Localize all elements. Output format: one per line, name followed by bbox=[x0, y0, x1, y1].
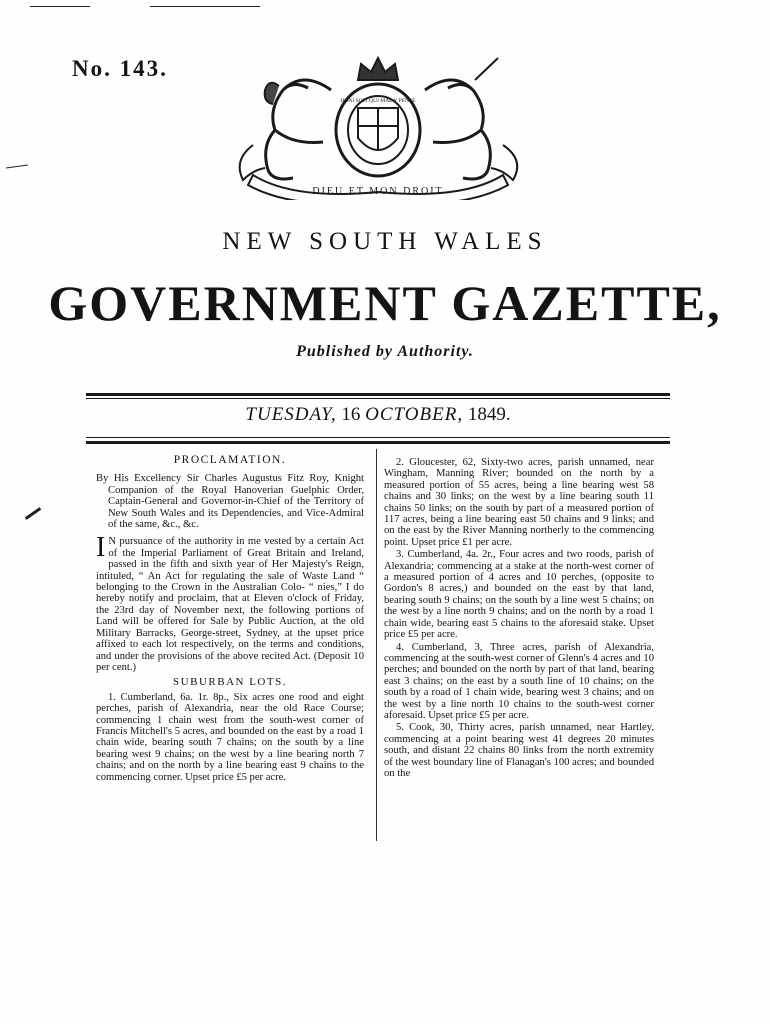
proclamation-heading: PROCLAMATION. bbox=[173, 454, 287, 466]
suburban-lots-heading: SUBURBAN LOTS. bbox=[173, 676, 287, 689]
gazette-title: GOVERNMENT GAZETTE, bbox=[48, 275, 722, 331]
lot-3: 3. Cumberland, 4a. 2r., Four acres and two roods, parish of Alexandria; commencing at a stake at the north-west corner of a measured portion of 4 acres and 10 perches, (opposite to Gordon's 8 acres,) and bounded on the east by that land, bearing south 9 chains; on the south by a line west 5 chains; on the west by a line north 9 chains; and on the north by a road 1 chain wide, bearing east 5 chains to the aforesaid stake. Upset price £5 per acre. bbox=[384, 549, 654, 641]
motto-text: DIEU ET MON DROIT bbox=[312, 186, 444, 197]
lot-2: 2. Gloucester, 62, Sixty-two acres, parish unnamed, near Wingham, Manning River; bounded on the north by a measured portion of 55 acres, being a line bearing west 58 chains and 30 links; on the west by a line bearing south 11 chains 50 links; on the south by part of a measured portion of 117 acres, being a line bearing east 50 chains and 9 links; and on the east by the River Manning northerly to the commencing point. Upset price £1 per acre. bbox=[384, 457, 654, 548]
date-daynum: 16 bbox=[341, 404, 361, 425]
date-weekday: TUESDAY, bbox=[245, 404, 337, 425]
column-left bbox=[96, 455, 364, 784]
scan-mark-left bbox=[6, 164, 28, 168]
column-divider bbox=[376, 449, 377, 841]
authority-line: Published by Authority. bbox=[296, 343, 474, 360]
date-month: OCTOBER, bbox=[365, 404, 464, 425]
scan-mark-quill bbox=[25, 507, 41, 520]
lot-5: 5. Cook, 30, Thirty acres, parish unnamed, near Hartley, commencing at a point bearing west 41 degrees 20 minutes south, and distant 22 chains 80 links from the north extremity of the west boundary line of Flanagan's 100 acres; and bounded on the bbox=[384, 722, 654, 779]
garter-text: HONI SOIT QUI MAL Y PENSE bbox=[340, 98, 416, 104]
proclamation-body bbox=[96, 532, 364, 673]
royal-coat-of-arms bbox=[213, 50, 543, 200]
scan-mark-top bbox=[30, 6, 90, 7]
scan-mark-top-2 bbox=[150, 6, 260, 7]
lot-1: 1. Cumberland, 6a. 1r. 8p., Six acres one rood and eight perches, parish of Alexandria, near the old Race Course; commencing 1 chain west from the south-west corner of Francis Mitchell's 5 acres, and bounded on the east by a road 1 chain wide, bearing south 7 chains; on the south by a line bearing west 9 chains; on the west by a line bearing north 7 chains; and on the north by a line bearing east 9 chains to the commencing corner. Upset price £5 per acre. bbox=[96, 691, 364, 783]
rule-top-thick bbox=[86, 393, 670, 396]
rule-bottom-thick bbox=[86, 441, 670, 444]
rule-bottom-thin bbox=[86, 437, 670, 438]
column-right bbox=[384, 457, 654, 780]
drop-cap: I bbox=[96, 532, 106, 564]
issue-date bbox=[86, 404, 670, 426]
date-year: 1849. bbox=[467, 404, 511, 425]
proclamation-preamble: By His Excellency Sir Charles Augustus Fitz Roy, Knight Companion of the Royal Hanoverian Guelphic Order, Captain-General and Governor-in-Chief of the Territory of New South Wales and its Dependencies, and Vice-Admiral of the same, &c., &c. bbox=[96, 473, 364, 531]
gazette-number: No. 143. bbox=[72, 56, 168, 81]
rule-top-thin bbox=[86, 398, 670, 399]
lot-4: 4. Cumberland, 3, Three acres, parish of Alexandria, commencing at the south-west corner of Glenn's 4 acres and 10 perches; and bounded on the north by part of that land, bearing east 3 chains; on the east by a south line of 10 chains; on the south by a road of 1 chain wide, bearing west 3 chains; and on the west by a line north 10 chains to the south-west corner aforesaid. Upset price £5 per acre. bbox=[384, 641, 654, 721]
proclamation-body-text: N pursuance of the authority in me vested by a certain Act of the Imperial Parliament of Great Britain and Ireland, passed in the fifth and sixth year of Her Majesty's Reign, intituled, “ An Act for regulating the sale of Waste Land “ belonging to the Crown in the Australian Colo- “ nies,” I do hereby notify and proclaim, that at Eleven o'clock of Friday, the 23rd day of November next, the following portions of Land will be offered for Sale by Public Auction, at the old Military Barracks, George-street, Sydney, at the upset price affixed to each lot respectively, on the terms and conditions, and under the provisions of the above recited Act. (Deposit 10 per cent.) bbox=[96, 536, 364, 673]
state-name: NEW SOUTH WALES bbox=[222, 228, 548, 255]
